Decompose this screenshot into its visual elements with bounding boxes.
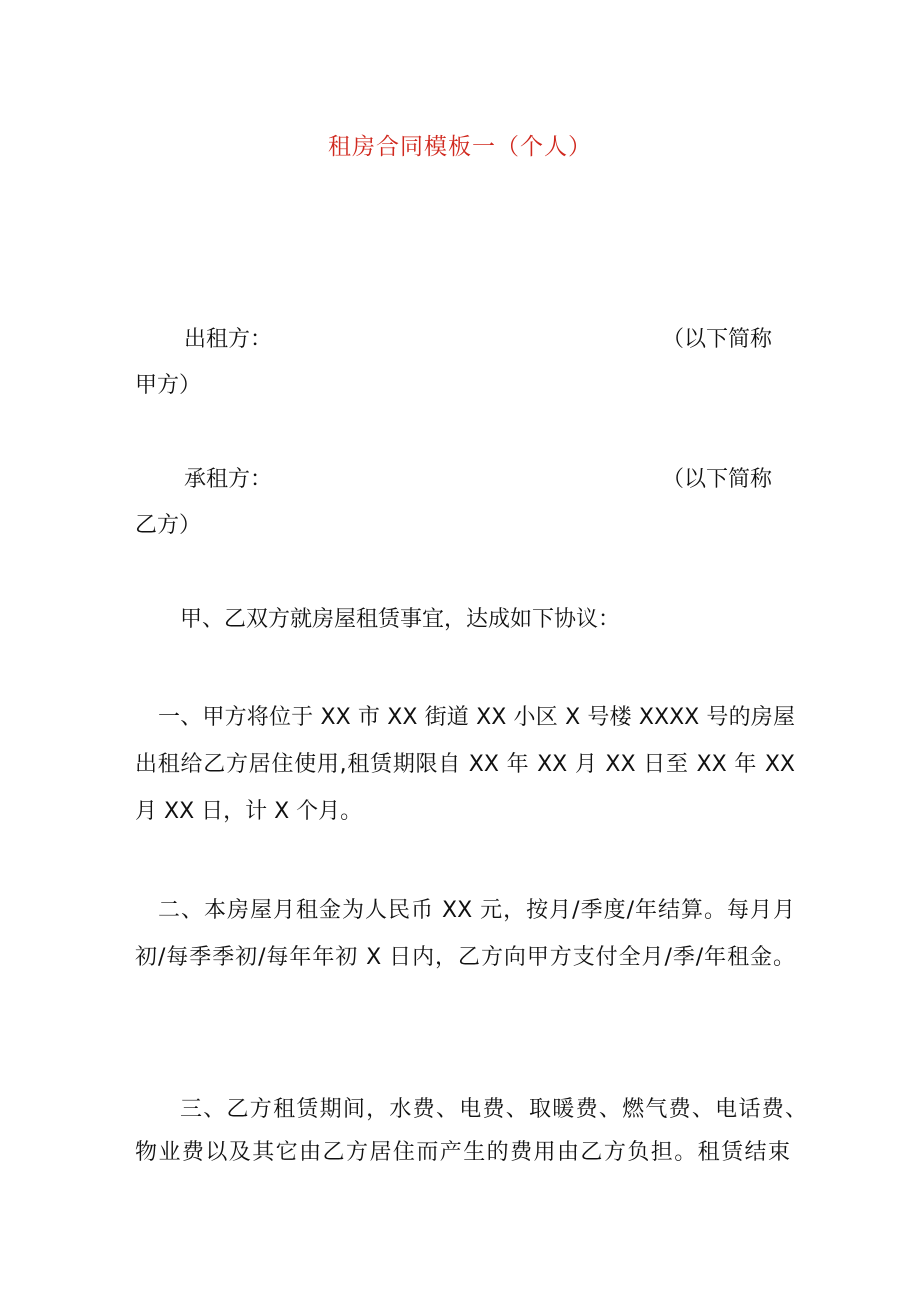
- lessor-alias: 甲方）: [135, 373, 202, 398]
- lessor-label: 出租方：: [184, 327, 273, 352]
- lessee-alias-prefix: （以下简称: [662, 467, 773, 492]
- clause-1-line-1: 一、甲方将位于 XX 市 XX 街道 XX 小区 X 号楼 XXXX 号的房屋: [158, 705, 795, 730]
- clause-2-line-1: 二、本房屋月租金为人民币 XX 元，按月/季度/年结算。每月月: [158, 898, 795, 923]
- clause-3-line-1: 三、乙方租赁期间，水费、电费、取暖费、燃气费、电话费、: [180, 1097, 807, 1122]
- document-title: 租房合同模板一（个人）: [328, 134, 592, 160]
- lessor-alias-prefix: （以下简称: [662, 327, 773, 352]
- clause-3-line-2: 物业费以及其它由乙方居住而产生的费用由乙方负担。租赁结束: [135, 1140, 790, 1165]
- clause-1-line-3: 月 XX 日，计 X 个月。: [135, 799, 363, 824]
- lessee-label: 承租方：: [184, 467, 273, 492]
- lessee-alias: 乙方）: [135, 513, 202, 538]
- clause-1-line-2: 出租给乙方居住使用,租赁期限自 XX 年 XX 月 XX 日至 XX 年 XX: [135, 752, 795, 777]
- clause-2-line-2: 初/每季季初/每年年初 X 日内，乙方向甲方支付全月/季/年租金。: [135, 945, 795, 970]
- agreement-intro: 甲、乙双方就房屋租赁事宜，达成如下协议：: [180, 607, 621, 632]
